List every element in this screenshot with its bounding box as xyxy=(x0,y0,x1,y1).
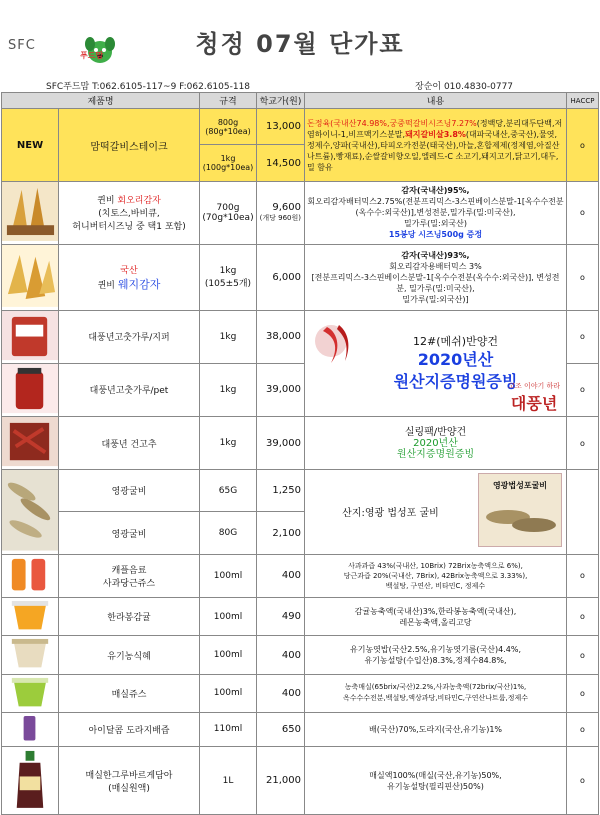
product-spec: 800g (80g*10ea) xyxy=(200,109,257,145)
product-price: 490 xyxy=(257,598,305,636)
product-name: 대풍년고춧가루/지퍼 xyxy=(59,310,200,363)
product-spec: 1kg (105±5개) xyxy=(200,244,257,310)
product-spec: 1kg xyxy=(200,417,257,470)
product-description: 감귤농축액(국내산)3%,한라봉농축액(국내산), 레몬농축액,올리고당 xyxy=(305,598,567,636)
haccp-mark: o xyxy=(567,244,599,310)
bellflower-pouch-icon xyxy=(2,713,58,742)
table-row xyxy=(2,636,599,674)
product-description: 유기농엿밥(국산2.5%,유기농엿기름(국산)4.4%, 유기농설탕(수입산)8.3%,정제수84.8%, xyxy=(305,636,567,674)
table-row xyxy=(2,417,599,470)
tornado-potato-icon xyxy=(2,182,58,241)
product-image xyxy=(2,554,59,597)
header-description: 내용 xyxy=(305,93,567,109)
product-image xyxy=(2,470,59,555)
haccp-mark: o xyxy=(567,598,599,636)
haccp-mark: o xyxy=(567,363,599,416)
plum-juice-cup-icon xyxy=(2,675,58,709)
product-price: 2,100 xyxy=(257,512,305,554)
haccp-mark: o xyxy=(567,746,599,815)
product-image xyxy=(2,363,59,416)
table-row xyxy=(2,746,599,815)
product-description: 사과과즙 43%(국내산, 10Brix) 72Brix농축액으로 6%), 당근과즙 20%(국내산, 7Brix), 42Brix농축액으로 3.33%), 백설탕, 구연산, 비타민C, 정제수 xyxy=(305,554,567,597)
haccp-mark: o xyxy=(567,417,599,470)
header-haccp: HACCP xyxy=(567,93,599,109)
chili-pepper-icon xyxy=(309,317,367,369)
wedge-potato-icon xyxy=(2,245,58,307)
table-row xyxy=(2,674,599,712)
product-name: 대풍년 건고추 xyxy=(59,417,200,470)
fish-icon xyxy=(480,491,560,541)
table-row xyxy=(2,598,599,636)
product-price: 1,250 xyxy=(257,470,305,512)
product-price: 650 xyxy=(257,713,305,746)
product-name: 퀸비 회오리감자 (치토스,바비큐, 허니버터시즈닝 중 택1 포함) xyxy=(59,182,200,245)
product-price: 14,500 xyxy=(257,145,305,182)
product-spec: 1L xyxy=(200,746,257,815)
product-price: 400 xyxy=(257,674,305,712)
product-spec: 1kg (100g*10ea) xyxy=(200,145,257,182)
logo-subtext: 푸드맘 xyxy=(80,51,104,60)
product-image xyxy=(2,598,59,636)
product-description: 감자(국내산)95%, 회오리감자배터믹스2.75%(전분프리믹스-3스핀베이스분말-1[옥수수전분(옥수수:외국산)],변성전분,밀가루(밀:미국산), 밀가루(밀:외국산) 15봉당 시즈닝500g 증정 xyxy=(305,182,567,245)
product-name: 국산 퀸비 웨지감자 xyxy=(59,244,200,310)
product-image xyxy=(2,244,59,310)
product-spec: 1kg xyxy=(200,310,257,363)
product-name: 매실한그루바르게담아 (매실원액) xyxy=(59,746,200,815)
table-row xyxy=(2,244,599,310)
product-price: 400 xyxy=(257,636,305,674)
sikhye-cup-icon xyxy=(2,636,58,670)
dried-fish-icon xyxy=(2,470,58,551)
product-description: 감자(국내산)93%, 회오리감자용배터믹스 3% [전분프리믹스-3스핀베이스분말-1[옥수수전분(옥수수:외국산)], 변성전분, 밀가루(밀:미국산), 밀가루(밀:외국산)] xyxy=(305,244,567,310)
haccp-mark: o xyxy=(567,636,599,674)
table-row xyxy=(2,554,599,597)
product-image xyxy=(2,746,59,815)
product-name: 아이달콤 도라지배즙 xyxy=(59,713,200,746)
header-product: 제품명 xyxy=(2,93,200,109)
haccp-mark: o xyxy=(567,182,599,245)
new-badge: NEW xyxy=(2,109,59,182)
header-price: 학교가(원) xyxy=(257,93,305,109)
page-title: 청정 07월 단가표 xyxy=(195,30,405,58)
dried-chili-icon xyxy=(2,417,58,466)
product-description: 돈정육(국내산74.98%,궁중떡갈비시즈닝7.27%(정백당,분리대두단백,저염하이니-1,비프맥기스분말,돼지갈비살3.8%(대파국내산,중국산),물엿,정제수,양파(국내산),타피오카전분(태국산),마늘,혼합제제(정제염,아질산나트륨),빵재료),순쌀갈비향오일,엘레드-C 소고기,돼지고기,닭고기,대두,밀 함유 xyxy=(305,109,567,182)
product-spec: 80G xyxy=(200,512,257,554)
product-description: 매실액100%(매실(국산,유기농)50%, 유기농설탕(필리핀산)50%) xyxy=(305,746,567,815)
product-name: 유기농식혜 xyxy=(59,636,200,674)
table-header-row xyxy=(2,93,599,109)
product-price: 6,000 xyxy=(257,244,305,310)
table-row xyxy=(2,310,599,363)
product-description: 실링팩/반양건 2020년산 원산지증명원증빙 xyxy=(305,417,567,470)
tangerine-cup-icon xyxy=(2,598,58,632)
product-name: 맘떡갈비스테이크 xyxy=(59,109,200,182)
product-description: 12#(메쉬)반양건 2020년산 원산지증명원증빙 고조 이야기 하라 대풍년 xyxy=(305,310,567,416)
product-price: 39,000 xyxy=(257,417,305,470)
haccp-mark: o xyxy=(567,674,599,712)
juice-cup-icon xyxy=(2,555,58,594)
product-spec: 100ml xyxy=(200,554,257,597)
product-price: 38,000 xyxy=(257,310,305,363)
brand-logo: 고조 이야기 하라 대풍년 xyxy=(508,382,560,414)
product-image xyxy=(2,674,59,712)
fish-box-image: 영광법성포굴비 xyxy=(478,473,562,547)
haccp-mark: o xyxy=(567,713,599,746)
table-row xyxy=(2,470,599,512)
haccp-mark: o xyxy=(567,310,599,363)
product-spec: 100ml xyxy=(200,598,257,636)
haccp-mark xyxy=(567,470,599,555)
product-name: 영광굴비 xyxy=(59,470,200,512)
product-description: 배(국산)70%,도라지(국산,유기농)1% xyxy=(305,713,567,746)
product-image xyxy=(2,713,59,746)
product-description: 산지:영광 법성포 굴비 영광법성포굴비 xyxy=(305,470,567,555)
logo-text: SFC xyxy=(8,38,36,53)
plum-syrup-bottle-icon xyxy=(2,747,58,812)
product-spec: 100ml xyxy=(200,636,257,674)
product-price: 39,000 xyxy=(257,363,305,416)
product-price: 13,000 xyxy=(257,109,305,145)
header-spec: 규격 xyxy=(200,93,257,109)
product-spec: 100ml xyxy=(200,674,257,712)
table-row xyxy=(2,109,599,145)
product-price: 400 xyxy=(257,554,305,597)
product-name: 한라봉감귤 xyxy=(59,598,200,636)
product-name: 매실쥬스 xyxy=(59,674,200,712)
product-description: 농축매실(65brix/국산)2.2%,사과농축액(72brix/국산)1%, 옥수수수전분,백설탕,액상과당,비타민C,구연산나트륨,정제수 xyxy=(305,674,567,712)
table-row xyxy=(2,713,599,746)
product-spec: 110ml xyxy=(200,713,257,746)
product-spec: 1kg xyxy=(200,363,257,416)
product-spec: 700g (70g*10ea) xyxy=(200,182,257,245)
product-image xyxy=(2,636,59,674)
chili-powder-bag-icon xyxy=(2,311,58,360)
product-name: 캐플음료 사과당근쥬스 xyxy=(59,554,200,597)
product-spec: 65G xyxy=(200,470,257,512)
product-name: 대풍년고춧가루/pet xyxy=(59,363,200,416)
product-price: 21,000 xyxy=(257,746,305,815)
product-image xyxy=(2,310,59,363)
product-price: 9,600 (개당 960원) xyxy=(257,182,305,245)
product-name: 영광굴비 xyxy=(59,512,200,554)
haccp-mark: o xyxy=(567,554,599,597)
haccp-mark: o xyxy=(567,109,599,182)
table-row xyxy=(2,182,599,245)
product-image xyxy=(2,182,59,245)
manager-info: 장순이 010.4830-0777 xyxy=(415,82,514,92)
contact-info: SFC푸드맘 T:062.6105-117~9 F:062.6105-118 xyxy=(46,82,251,92)
chili-powder-jar-icon xyxy=(2,364,58,413)
product-image xyxy=(2,417,59,470)
price-table xyxy=(1,92,599,815)
